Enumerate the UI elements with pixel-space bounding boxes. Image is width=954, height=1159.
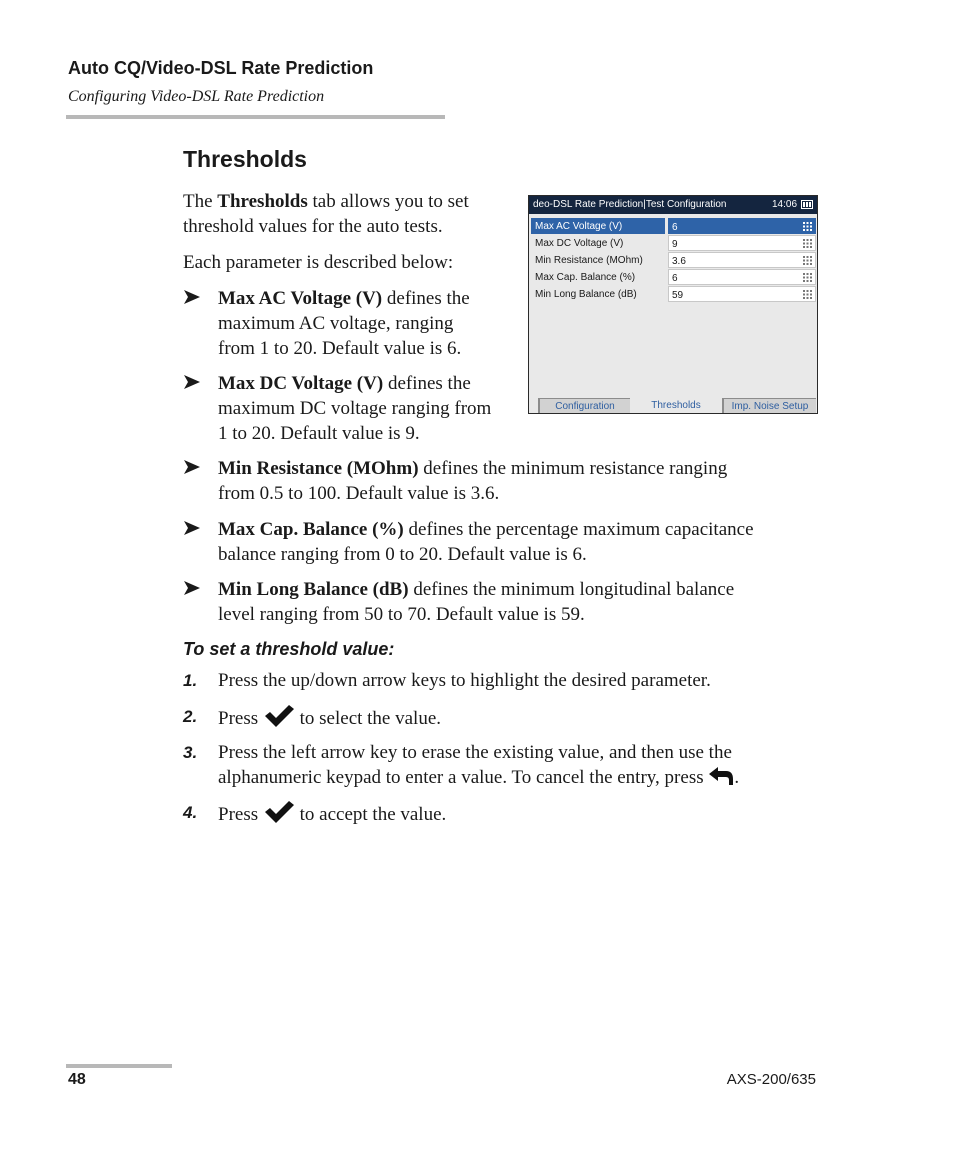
param-name: Max Cap. Balance (%) bbox=[218, 519, 404, 540]
row-label: Min Resistance (MOhm) bbox=[535, 255, 643, 266]
step-text: alphanumeric keypad to enter a value. To cancel the entry, press bbox=[218, 767, 709, 788]
page-number: 48 bbox=[68, 1071, 86, 1088]
row-value-field[interactable] bbox=[668, 218, 816, 234]
param-desc: maximum AC voltage, ranging bbox=[218, 313, 454, 334]
device-clock: 14:06 bbox=[772, 199, 798, 210]
row-value-field[interactable] bbox=[668, 235, 816, 251]
param-name: Min Long Balance (dB) bbox=[218, 579, 409, 600]
param-desc: defines the bbox=[383, 373, 471, 394]
param-desc: defines the minimum resistance ranging bbox=[418, 458, 728, 479]
intro-paragraph bbox=[183, 189, 469, 239]
row-label: Max DC Voltage (V) bbox=[535, 238, 624, 249]
row-value: 9 bbox=[672, 239, 678, 250]
row-label: Max AC Voltage (V) bbox=[531, 218, 665, 234]
step-text: to accept the value. bbox=[294, 804, 447, 825]
param-desc: from 1 to 20. Default value is 6. bbox=[218, 338, 462, 359]
param-desc: defines the minimum longitudinal balance bbox=[408, 579, 735, 600]
step-number: 3. bbox=[183, 743, 198, 762]
keypad-icon[interactable] bbox=[803, 239, 812, 248]
bullet-arrow-icon bbox=[183, 519, 201, 537]
keypad-icon[interactable] bbox=[803, 222, 812, 231]
keypad-icon[interactable] bbox=[803, 273, 812, 282]
param-desc: level ranging from 50 to 70. Default value is 59. bbox=[218, 604, 585, 625]
back-arrow-icon bbox=[708, 766, 734, 786]
param-desc: from 0.5 to 100. Default value is 3.6. bbox=[218, 483, 500, 504]
row-value-field[interactable] bbox=[668, 252, 816, 268]
checkmark-icon bbox=[263, 800, 295, 824]
step-text: to select the value. bbox=[294, 708, 442, 729]
row-value: 59 bbox=[672, 290, 684, 301]
intro-bold: Thresholds bbox=[217, 191, 308, 212]
checkmark-icon bbox=[263, 704, 295, 728]
step-number: 2. bbox=[183, 707, 198, 726]
device-tab-bar bbox=[529, 398, 817, 413]
row-value: 3.6 bbox=[672, 256, 686, 267]
bullet-arrow-icon bbox=[183, 458, 201, 476]
threshold-row-min-long-balance[interactable] bbox=[531, 286, 816, 302]
tab-thresholds[interactable]: Thresholds bbox=[632, 398, 720, 413]
bullet-arrow-icon bbox=[183, 579, 201, 597]
row-value-field[interactable] bbox=[668, 286, 816, 302]
step-text: Press the up/down arrow keys to highlight the desired parameter. bbox=[218, 670, 711, 691]
procedure-heading: To set a threshold value: bbox=[183, 639, 395, 659]
step-text: . bbox=[734, 767, 740, 788]
device-screenshot bbox=[528, 195, 818, 414]
keypad-icon[interactable] bbox=[803, 256, 812, 265]
intro-text: The bbox=[183, 191, 218, 212]
step-number: 4. bbox=[183, 803, 198, 822]
section-subtitle: Configuring Video-DSL Rate Prediction bbox=[68, 88, 325, 105]
device-title: deo-DSL Rate Prediction|Test Configuration bbox=[533, 199, 727, 210]
param-desc: maximum DC voltage ranging from bbox=[218, 398, 492, 419]
step-number: 1. bbox=[183, 671, 198, 690]
tab-configuration[interactable]: Configuration bbox=[538, 398, 630, 413]
step-text: Press the left arrow key to erase the existing value, and then use the bbox=[218, 742, 732, 763]
row-value-field[interactable] bbox=[668, 269, 816, 285]
header-divider bbox=[66, 115, 445, 119]
intro-text: tab allows you to set bbox=[307, 191, 469, 212]
threshold-row-max-cap-balance[interactable] bbox=[531, 269, 816, 285]
param-desc: balance ranging from 0 to 20. Default value is 6. bbox=[218, 544, 587, 565]
tab-imp-noise-setup[interactable]: Imp. Noise Setup bbox=[722, 398, 816, 413]
param-name: Min Resistance (MOhm) bbox=[218, 458, 419, 479]
bullet-arrow-icon bbox=[183, 373, 201, 391]
threshold-row-max-dc[interactable] bbox=[531, 235, 816, 251]
param-name: Max DC Voltage (V) bbox=[218, 373, 384, 394]
battery-icon bbox=[801, 200, 813, 209]
footer-divider bbox=[66, 1064, 172, 1068]
step-text: Press bbox=[218, 804, 263, 825]
product-model: AXS-200/635 bbox=[726, 1071, 816, 1088]
threshold-row-min-resistance[interactable] bbox=[531, 252, 816, 268]
param-desc: 1 to 20. Default value is 9. bbox=[218, 423, 420, 444]
chapter-title: Auto CQ/Video-DSL Rate Prediction bbox=[68, 58, 374, 78]
row-label: Min Long Balance (dB) bbox=[535, 289, 637, 300]
bullet-arrow-icon bbox=[183, 288, 201, 306]
param-name: Max AC Voltage (V) bbox=[218, 288, 383, 309]
page-title: Thresholds bbox=[183, 146, 307, 172]
step-text: Press bbox=[218, 708, 263, 729]
keypad-icon[interactable] bbox=[803, 290, 812, 299]
row-label: Max Cap. Balance (%) bbox=[535, 272, 636, 283]
device-title-bar bbox=[529, 196, 817, 214]
param-desc: defines the percentage maximum capacitance bbox=[403, 519, 754, 540]
param-desc: defines the bbox=[382, 288, 470, 309]
row-value: 6 bbox=[672, 222, 678, 233]
intro-paragraph-2: Each parameter is described below: bbox=[183, 252, 454, 273]
intro-text: threshold values for the auto tests. bbox=[183, 216, 443, 237]
threshold-row-max-ac[interactable] bbox=[531, 218, 816, 234]
row-value: 6 bbox=[672, 273, 678, 284]
